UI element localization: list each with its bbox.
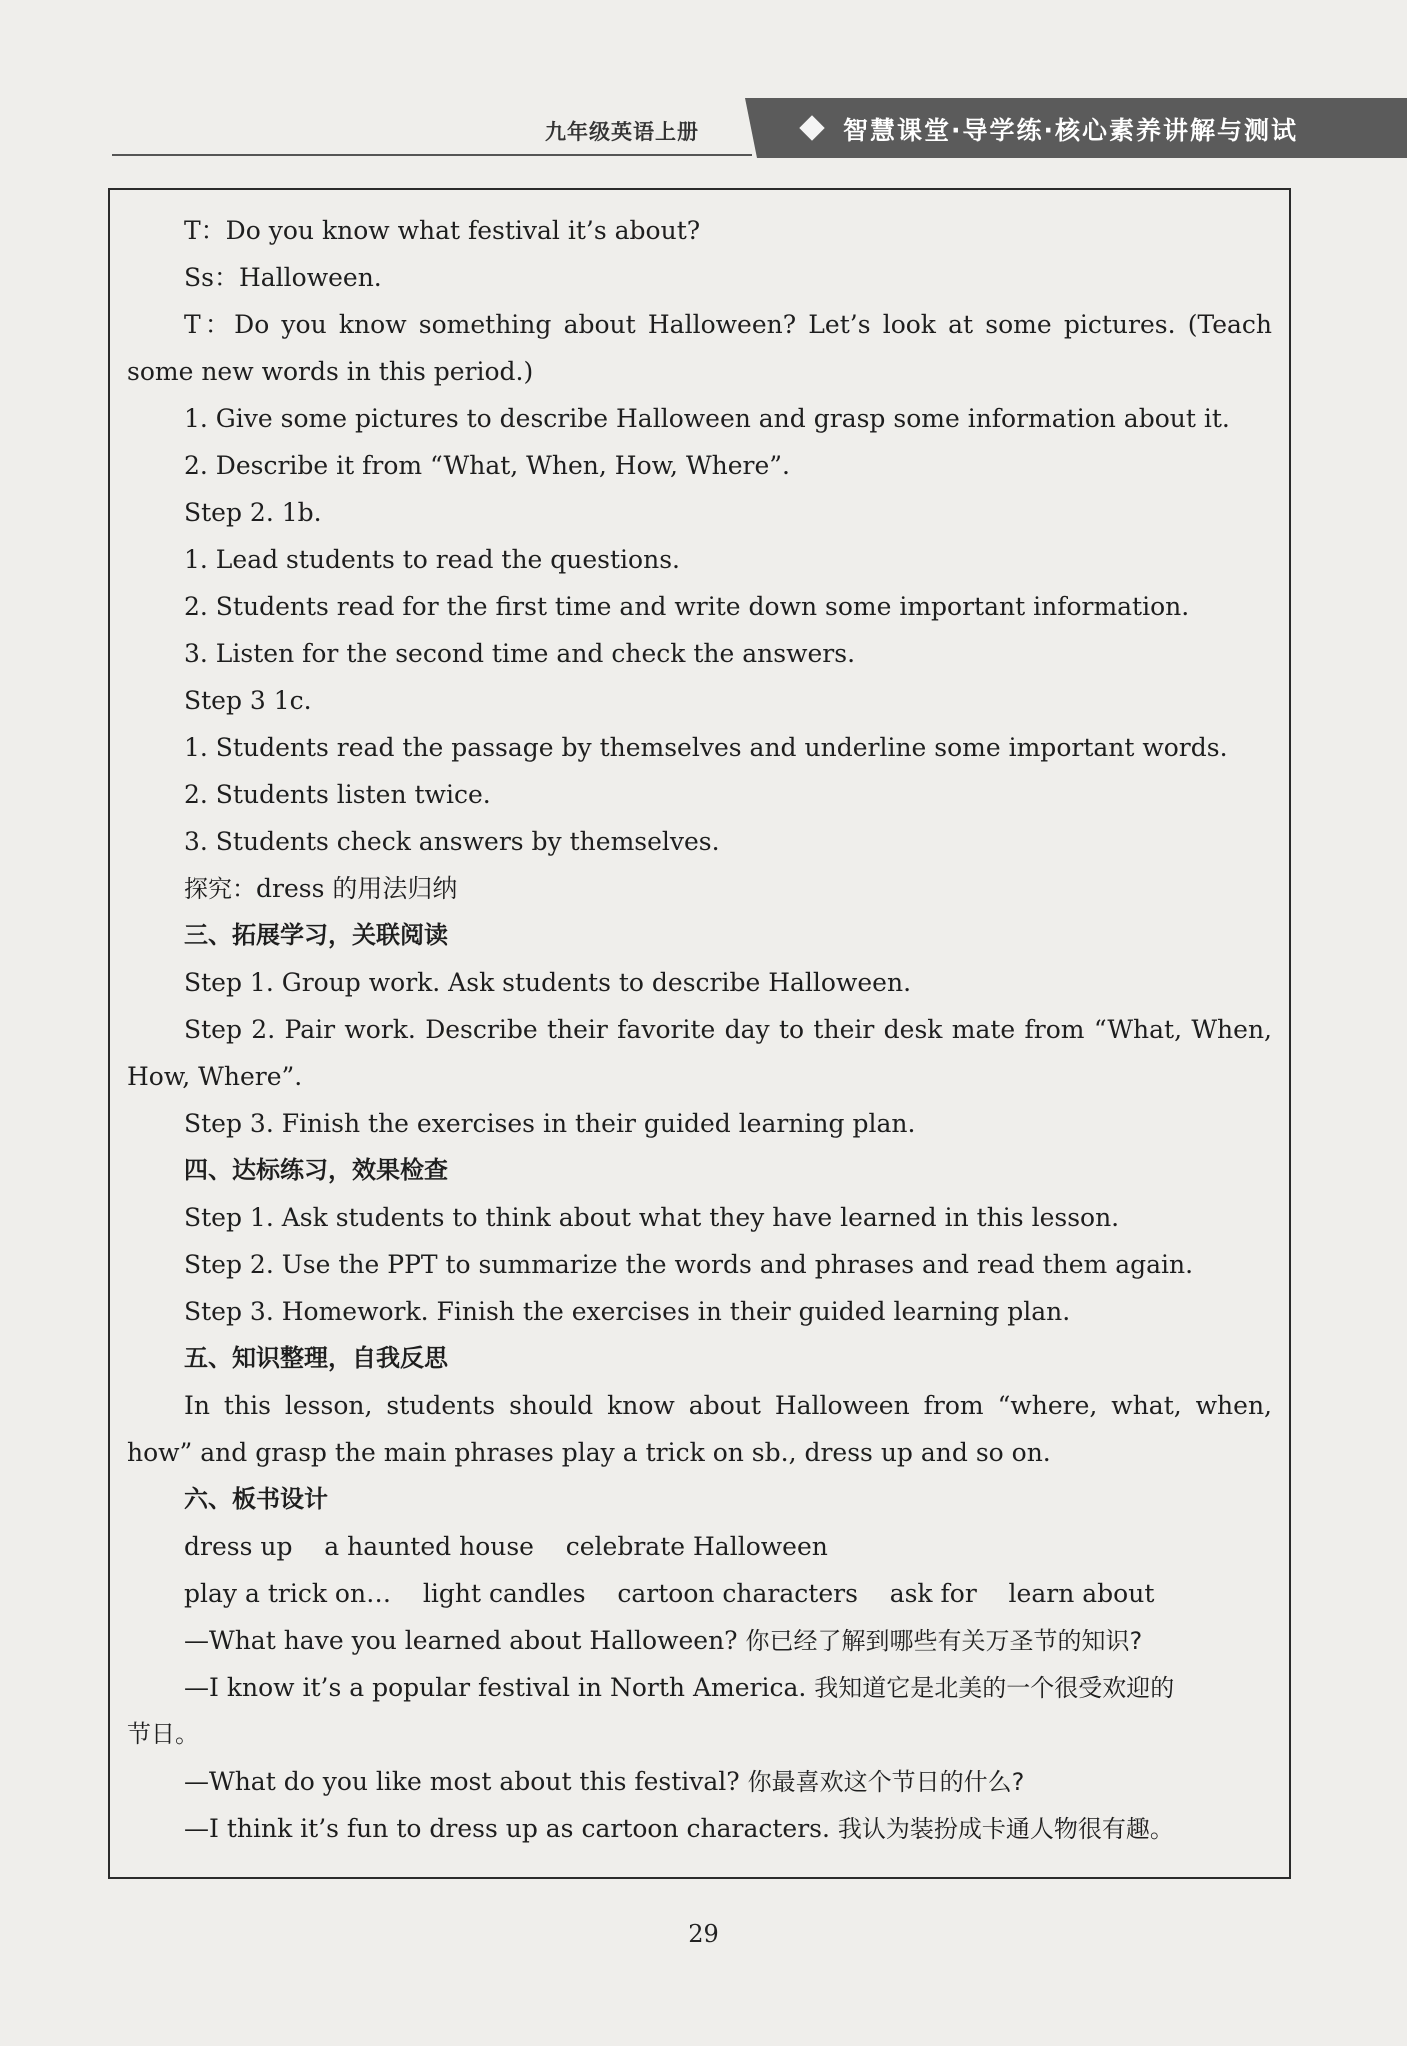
page-header xyxy=(0,98,1407,162)
step-line: Step 3. Homework. Finish the exercises in their guided learning plan. xyxy=(184,1297,1071,1326)
board-design-line: play a trick on… light candles cartoon characters ask for learn about xyxy=(184,1579,1155,1608)
step-line: Step 1. Ask students to think about what they have learned in this lesson. xyxy=(184,1203,1120,1232)
english-text: —I know it’s a popular festival in North America. xyxy=(184,1673,807,1702)
dialogue-line: T：Do you know what festival it’s about? xyxy=(184,216,701,245)
series-title: 智慧课堂·导学练·核心素养讲解与测试 xyxy=(843,116,1298,145)
dialogue-line xyxy=(127,1664,1272,1711)
explore-label: 探究： xyxy=(184,875,256,903)
list-item: 1. Students read the passage by themselves and underline some important words. xyxy=(184,733,1228,762)
explore-text: dress 的用法归纳 xyxy=(256,874,458,903)
summary-line: how” and grasp the main phrases play a trick on sb., dress up and so on. xyxy=(127,1438,1051,1467)
dialogue-line: Ss：Halloween. xyxy=(184,263,382,292)
board-design-line: dress up a haunted house celebrate Halloween xyxy=(184,1532,828,1561)
text-line: some new words in this period.) xyxy=(127,357,534,386)
text-line: How, Where”. xyxy=(127,1062,303,1091)
chinese-translation: 你最喜欢这个节日的什么? xyxy=(747,1768,1025,1796)
page-number: 29 xyxy=(688,1920,719,1948)
book-title: 九年级英语上册 xyxy=(545,120,699,144)
chinese-translation: 我认为装扮成卡通人物很有趣。 xyxy=(837,1815,1174,1843)
step-line: Step 1. Group work. Ask students to describe Halloween. xyxy=(184,968,912,997)
dialogue-line xyxy=(127,1758,1272,1805)
list-item: 1. Give some pictures to describe Halloween and grasp some information about it. xyxy=(184,404,1230,433)
chinese-translation: 我知道它是北美的一个很受欢迎的 xyxy=(814,1674,1175,1702)
step-title: Step 3 1c. xyxy=(184,686,312,715)
section-heading: 四、达标练习，效果检查 xyxy=(184,1156,448,1184)
list-item: 3. Listen for the second time and check the answers. xyxy=(184,639,856,668)
section-heading: 六、板书设计 xyxy=(184,1485,328,1513)
list-item: 1. Lead students to read the questions. xyxy=(184,545,680,574)
lesson-content-box xyxy=(108,188,1291,1879)
list-item: 2. Students read for the first time and write down some important information. xyxy=(184,592,1190,621)
english-text: —What do you like most about this festival? xyxy=(184,1767,740,1796)
explore-line xyxy=(127,865,1272,912)
step-line: Step 2. Use the PPT to summarize the words and phrases and read them again. xyxy=(184,1250,1194,1279)
chinese-translation: 节日。 xyxy=(127,1720,199,1748)
english-text: —What have you learned about Halloween? xyxy=(184,1626,738,1655)
step-line: Step 2. Pair work. Describe their favorite day to their desk mate from “What, When, xyxy=(184,1015,1272,1044)
lesson-text xyxy=(127,207,1272,1852)
dialogue-line: T：Do you know something about Halloween? Let’s look at some pictures. (Teach xyxy=(184,310,1272,339)
section-heading: 五、知识整理，自我反思 xyxy=(184,1344,448,1372)
list-item: 3. Students check answers by themselves. xyxy=(184,827,720,856)
dialogue-line xyxy=(127,1617,1272,1664)
chinese-translation: 你已经了解到哪些有关万圣节的知识? xyxy=(745,1627,1143,1655)
step-line: Step 3. Finish the exercises in their guided learning plan. xyxy=(184,1109,916,1138)
step-title: Step 2. 1b. xyxy=(184,498,322,527)
summary-line: In this lesson, students should know about Halloween from “where, what, when, xyxy=(184,1391,1272,1420)
list-item: 2. Students listen twice. xyxy=(184,780,491,809)
header-rule xyxy=(112,154,752,156)
list-item: 2. Describe it from “What, When, How, Where”. xyxy=(184,451,791,480)
dialogue-line xyxy=(127,1805,1272,1852)
section-heading: 三、拓展学习，关联阅读 xyxy=(184,921,448,949)
english-text: —I think it’s fun to dress up as cartoon characters. xyxy=(184,1814,830,1843)
